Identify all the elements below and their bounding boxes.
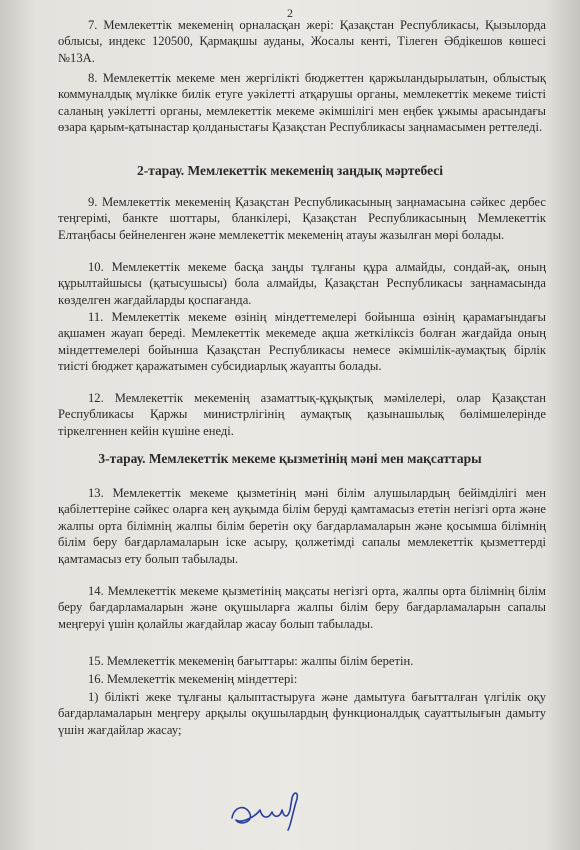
- paragraph-9: 9. Мемлекеттік мекеменің Қазақстан Республикасының заңнамасына сәйкес дербес теңгерімі, банкте шоттары, бланкілері, Қазақстан Республикасының Мемлекеттік Елтаңбасы бейнеленген және мемлекеттік мекеменің атауы жазылған мөрі болады.: [58, 195, 546, 242]
- paragraph-15: 15. Мемлекеттік мекеменің бағыттары: жалпы білім беретін.: [88, 654, 414, 668]
- paragraph-14: 14. Мемлекеттік мекеме қызметінің мақсаты негізгі орта, жалпы орта білімнің білім беру бағдарламаларын және оқушыларға жалпы білім беру бағдарламаларын сапалы меңгеруі үшін қолайлы жағдайлар жасау болып табылады.: [58, 584, 546, 631]
- paragraph-13: 13. Мемлекеттік мекеме қызметінің мәні білім алушылардың бейімділігі мен қабілеттеріне сәйкес оларға кең ауқымда білім беруді қамтамасыз ететін негізгі орта және жалпы орта білімнің жалпы білім беретін оқу бағдарламаларын және қосымша білімнің білім беру бағдарламаларын іске асыру, қолжетімді сапалы мемлекеттік қызметтерді қамтамасыз ету болып табылады.: [58, 486, 546, 566]
- signature: [226, 784, 326, 834]
- chapter-3-heading: 3-тарау. Мемлекеттік мекеме қызметінің мәні мен мақсаттары: [98, 451, 482, 466]
- paragraph-11: 11. Мемлекеттік мекеме өзінің міндеттемелері бойынша өзінің қарамағындағы ақшамен жауап береді. Мемлекеттік мекемеде ақша жеткіліксіз болған жағдайда оның міндеттемелері бойынша Қазақстан Республикасы немесе әкімшілік-аумақтық бірлік тиісті бюджет қаражатымен субсидиарлық жауапты болады.: [58, 310, 546, 374]
- paragraph-16: 16. Мемлекеттік мекеменің міндеттері:: [88, 672, 298, 686]
- paragraph-12: 12. Мемлекеттік мекеменің азаматтық-құқықтық мәмілелері, олар Қазақстан Республикасы Қаржы министрлігінің аумақтық қазынашылық бөлімшелерінде тіркелгеннен кейін күшіне енеді.: [58, 391, 546, 438]
- page-number: 2: [287, 6, 293, 20]
- paragraph-8: 8. Мемлекеттік мекеме мен жергілікті бюджеттен қаржыландырылатын, облыстық коммуналдық мүлікке билік етуге уәкілетті атқарушы органы, мемлекеттік мекеме тиісті саланың уәкілетті органы, мемлекеттік мекеме әкімшілігі мен еңбек ұжымы арасындағы өзара қарым-қатынастар қолданыстағы Қазақстан Республикасы заңнамасымен реттеледі.: [58, 71, 546, 135]
- paragraph-16-item-1: 1) білікті жеке тұлғаны қалыптастыруға және дамытуға бағытталған үлгілік оқу бағдарламаларын меңгеру арқылы оқушылардың функционалдық сауаттылығын дамыту үшін жағдайлар жасау;: [58, 690, 546, 737]
- chapter-2-heading: 2-тарау. Мемлекеттік мекеменің заңдық мәртебесі: [136, 163, 443, 178]
- paragraph-10: 10. Мемлекеттік мекеме басқа заңды тұлғаны құра алмайды, сондай-ақ, оның құрылтайшысы (қатысушысы) бола алмайды, Қазақстан Республикасы заңнамасында көзделген жағдайларды қоспағанда.: [58, 260, 546, 307]
- paragraph-7: 7. Мемлекеттік мекеменің орналасқан жері: Қазақстан Республикасы, Қызылорда облысы, индекс 120500, Қармақшы ауданы, Жосалы кенті, Тілеген Әбдікешов көшесі №13А.: [58, 18, 546, 65]
